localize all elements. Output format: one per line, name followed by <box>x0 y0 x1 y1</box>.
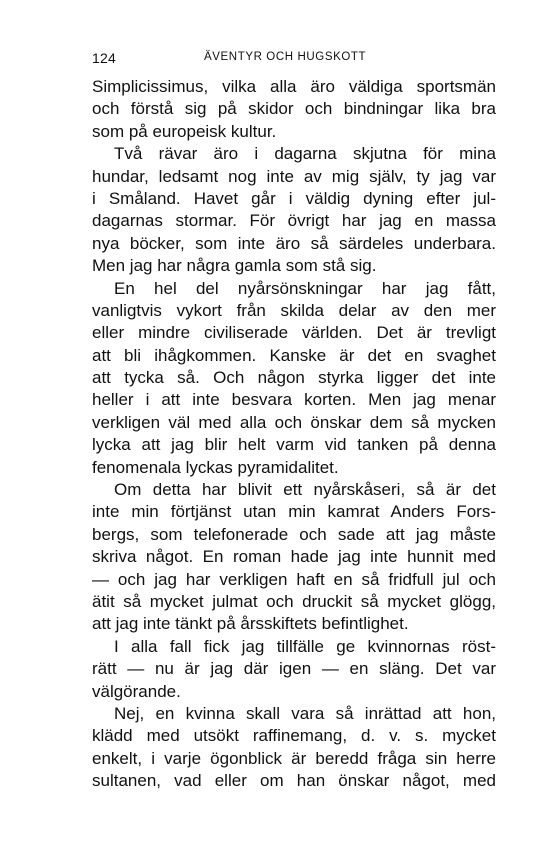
text-line: Om detta har blivit ett nyårskåseri, så är det <box>114 480 496 500</box>
text-line: Men jag har några gamla som stå sig. <box>92 256 377 276</box>
text-line: Nej, en kvinna skall vara så inrättad att hon, <box>114 703 496 723</box>
text-line: rätt — nu är jag där igen — en släng. Det var <box>92 659 496 679</box>
text-line: — och jag har verkligen haft en så fridfull jul och <box>92 569 496 589</box>
text-line: heller i att inte besvara korten. Men jag menar <box>92 390 496 410</box>
text-line: att bli ihågkommen. Kanske är det en svaghet <box>92 345 496 365</box>
text-line: klädd med utsökt raffinemang, d. v. s. mycket <box>92 726 496 746</box>
text-line: bergs, som telefonerade och sade att jag måste <box>92 524 496 544</box>
text-line: ätit så mycket julmat och druckit så mycket glögg, <box>92 591 496 611</box>
text-line: och förstå sig på skidor och bindningar lika bra <box>92 99 496 119</box>
text-line: lycka att jag blir helt varm vid tanken på denna <box>92 435 496 455</box>
page-header <box>92 50 496 70</box>
text-line: välgörande. <box>92 681 181 701</box>
text-line: skriva något. En roman hade jag inte hunnit med <box>92 547 496 567</box>
body-text <box>92 76 496 793</box>
text-line: nya böcker, som inte äro så särdeles underbara. <box>92 233 496 253</box>
text-line: I alla fall fick jag tillfälle ge kvinnornas röst- <box>114 636 496 656</box>
text-line: att tycka så. Och någon styrka ligger det inte <box>92 368 496 388</box>
text-line: i Småland. Havet går i väldig dyning efter jul- <box>92 188 496 208</box>
text-line: att jag inte tänkt på årsskiftets befintlighet. <box>92 614 409 634</box>
text-line: sultanen, vad eller om han önskar något, med <box>92 771 496 791</box>
text-line: fenomenala lyckas pyramidalitet. <box>92 457 339 477</box>
text-line: Simplicissimus, vilka alla äro väldiga sportsmän <box>92 77 496 96</box>
text-line: hundar, ledsamt nog inte av mig själv, ty jag var <box>92 166 496 186</box>
page-number: 124 <box>92 50 116 66</box>
text-line: En hel del nyårsönskningar har jag fått, <box>114 278 496 298</box>
text-line: verkligen väl med alla och önskar dem så mycken <box>92 412 496 432</box>
text-line: eller mindre civiliserade världen. Det är trevligt <box>92 323 496 343</box>
text-line: inte min förtjänst utan min kamrat Anders Fors- <box>92 502 496 522</box>
text-line: dagarnas stormar. För övrigt har jag en massa <box>92 211 496 231</box>
running-head: ÄVENTYR OCH HUGSKOTT <box>204 51 367 63</box>
text-line: Två rävar äro i dagarna skjutna för mina <box>114 144 496 164</box>
text-line: som på europeisk kultur. <box>92 121 277 141</box>
text-line: vanligtvis vykort från skilda delar av den mer <box>92 300 496 320</box>
text-line: enkelt, i varje ögonblick är beredd fråga sin herre <box>92 748 496 768</box>
